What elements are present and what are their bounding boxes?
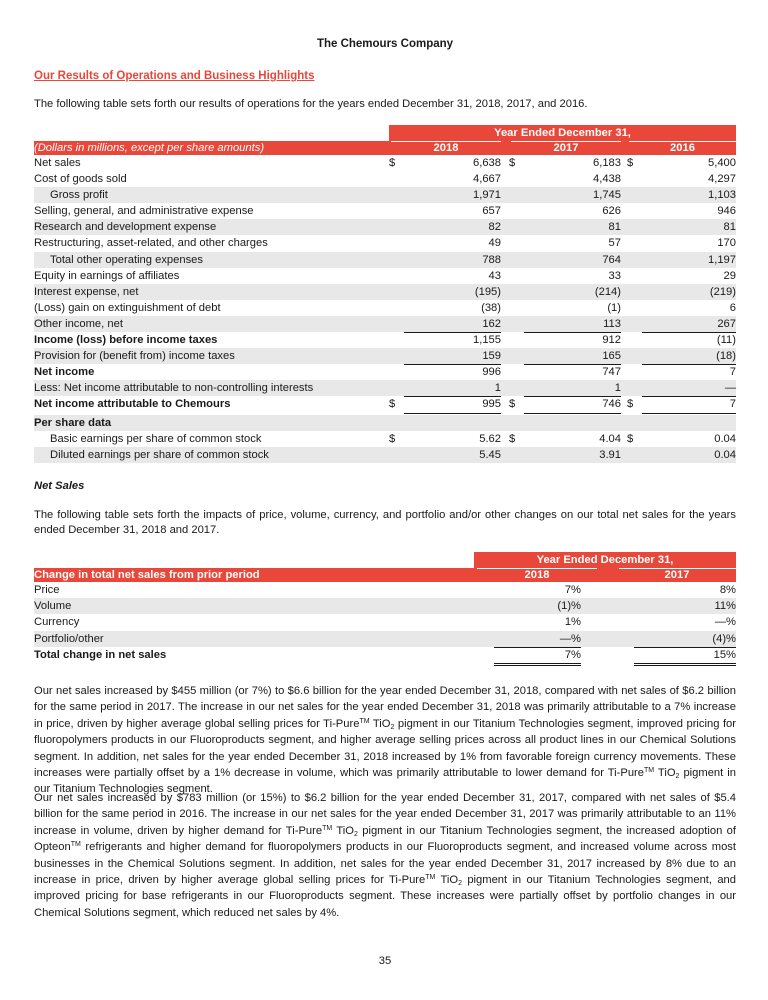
cell-2018: (1)% xyxy=(557,600,581,613)
currency-symbol: $ xyxy=(509,432,516,445)
cell-2018: 82 xyxy=(488,221,501,234)
change-year-2018: 2018 xyxy=(524,569,550,581)
change-year-2017: 2017 xyxy=(664,569,690,581)
currency-symbol: $ xyxy=(509,157,516,169)
ops-year-2017: 2017 xyxy=(553,142,579,154)
cell-2016: 4,297 xyxy=(642,171,736,188)
cell-2016: 0.04 xyxy=(714,432,736,445)
table-row xyxy=(34,598,736,614)
row-label: Total change in net sales xyxy=(34,648,167,661)
ops-year-2018: 2018 xyxy=(433,142,459,154)
row-label: Portfolio/other xyxy=(34,632,104,645)
ops-year-2016: 2016 xyxy=(670,142,695,154)
cell-2018: 5.62 xyxy=(479,432,501,445)
row-label: Basic earnings per share of common stock xyxy=(50,432,262,445)
cell-2017: (4)% xyxy=(634,631,736,648)
cell-2018: 1,971 xyxy=(473,189,501,202)
cell-2017: 4.04 xyxy=(599,432,621,445)
table-row xyxy=(34,187,736,203)
currency-symbol: $ xyxy=(389,157,396,169)
row-label: Income (loss) before income taxes xyxy=(34,334,218,347)
cell-2017: 912 xyxy=(602,334,621,347)
cell-2018: 657 xyxy=(482,205,501,218)
cell-2018: (195) xyxy=(474,285,501,298)
cell-2018: 7% xyxy=(564,584,581,596)
table-row xyxy=(34,300,736,316)
row-label: Net sales xyxy=(34,157,81,169)
cell-2017: 747 xyxy=(602,366,621,379)
cell-2018: 49 xyxy=(404,235,501,252)
currency-symbol: $ xyxy=(627,432,634,445)
row-label: (Loss) gain on extinguishment of debt xyxy=(34,301,221,314)
row-label: Gross profit xyxy=(50,189,108,202)
cell-2018: 162 xyxy=(404,316,501,333)
cell-2016: 6 xyxy=(729,301,736,314)
row-label: Diluted earnings per share of common stock xyxy=(50,448,269,461)
cell-2018: 7% xyxy=(494,647,581,666)
cell-2017: 626 xyxy=(602,205,621,218)
cell-2017: 33 xyxy=(608,269,621,282)
table-row xyxy=(34,364,736,380)
page-number: 35 xyxy=(378,955,392,967)
row-label: Per share data xyxy=(34,416,112,429)
cell-2017: (1) xyxy=(607,301,621,314)
row-label: Research and development expense xyxy=(34,221,217,234)
table-row xyxy=(34,316,736,332)
ops-group-header: Year Ended December 31, xyxy=(389,125,736,141)
cell-2018: (38) xyxy=(481,301,501,314)
row-label: Net income attributable to Chemours xyxy=(34,398,231,411)
currency-symbol: $ xyxy=(627,157,634,169)
change-caption: Change in total net sales from prior period xyxy=(34,569,260,581)
table-row xyxy=(34,396,736,412)
cell-2016: 1,197 xyxy=(708,253,736,266)
cell-2016: 0.04 xyxy=(714,448,736,461)
cell-2016: 170 xyxy=(642,235,736,252)
row-label: Other income, net xyxy=(34,317,123,330)
currency-symbol: $ xyxy=(389,432,396,445)
cell-2017: 4,438 xyxy=(524,171,621,188)
table-row xyxy=(34,431,736,447)
cell-2017: 1,745 xyxy=(593,189,621,202)
table-row xyxy=(34,614,736,630)
cell-2016: 7 xyxy=(729,366,736,379)
net-sales-paragraph-2017: Our net sales increased by $783 million (or 15%) to $6.2 billion for the year ended December 31, 2017, compared with net sales of $5.4 billion for the same period in 2016. The increase in our net sales for the year ended December 31, 2017 was primarily attributable to an 11% increase in volume, driven by higher demand for Ti-Pure™ TiO$_2$ pigment in our Titanium Technologies segment, the increased adoption of Opteon™ refrigerants and higher demand for fluoropolymers products in our Fluoroproducts segment, and increased volume across most businesses in the Chemical Solutions segment. In addition, net sales for the year ended December 31, 2017 increased by 8% due to an increase in price, driven by higher average global selling prices for Ti-Pure™ TiO$_2$ pigment in our Titanium Technologies segment, and improved pricing for base refrigerants in our Fluoroproducts segment. These increases were partially offset by portfolio changes in our Chemical Solutions segment, which reduced net sales by 4%. xyxy=(34,792,736,919)
table-row xyxy=(34,348,736,364)
net-sales-heading: Net Sales xyxy=(34,480,85,492)
row-label: Restructuring, asset-related, and other charges xyxy=(34,237,268,250)
table-row xyxy=(34,252,736,268)
cell-2017: 15% xyxy=(634,647,736,666)
table-row xyxy=(34,415,736,431)
ops-intro-text: The following table sets forth our results of operations for the years ended December 31, 2018, 2017, and 2016. xyxy=(34,98,588,110)
table-row xyxy=(34,268,736,284)
cell-2017: 3.91 xyxy=(599,448,621,461)
table-row xyxy=(34,582,736,598)
table-row xyxy=(34,380,736,396)
cell-2016: 946 xyxy=(717,205,736,218)
ops-caption: (Dollars in millions, except per share amounts) xyxy=(34,142,265,154)
operations-table xyxy=(34,125,736,463)
cell-2016: (219) xyxy=(709,285,736,298)
net-sales-paragraph-2018: Our net sales increased by $455 million (or 7%) to $6.6 billion for the year ended December 31, 2018, compared with net sales of $6.2 billion for the same period in 2017. The increase in our net sales for the year ended December 31, 2018 was primarily attributable to a 7% increase in price, driven by higher average global selling prices for Ti-Pure™ TiO$_2$ pigment in our Titanium Technologies segment, improved pricing for fluoropolymers products in our Fluoroproducts segment, and higher average selling prices across all product lines in our Chemical Solutions segment. In addition, net sales for the year ended December 31, 2018 increased by 1% from favorable foreign currency movements. These increases were partially offset by a 1% decrease in volume, which was primarily attributable to lower demand for Ti-Pure™ TiO$_2$ pigment in our Titanium Technologies segment. xyxy=(34,685,737,796)
cell-2017: 1 xyxy=(524,380,621,397)
cell-2018: 5.45 xyxy=(479,448,501,461)
row-label: Equity in earnings of affiliates xyxy=(34,269,180,282)
cell-2018: 1 xyxy=(404,380,501,397)
currency-symbol: $ xyxy=(509,398,516,411)
cell-2017: 11% xyxy=(714,600,736,613)
cell-2018: —% xyxy=(494,631,581,648)
cell-2017: 8% xyxy=(719,584,736,596)
cell-2018: 1% xyxy=(564,616,581,629)
cell-2018: 4,667 xyxy=(404,171,501,188)
table-row xyxy=(34,171,736,187)
cell-2016: (18) xyxy=(642,348,736,365)
row-label: Net income xyxy=(34,366,95,379)
cell-2017: 764 xyxy=(602,253,621,266)
cell-2018: 788 xyxy=(482,253,501,266)
cell-2017: 81 xyxy=(608,221,621,234)
row-label: Currency xyxy=(34,616,80,629)
cell-2017: (214) xyxy=(594,285,621,298)
cell-2016: — xyxy=(642,380,736,397)
cell-2018: 996 xyxy=(482,366,501,379)
row-label: Provision for (benefit from) income taxes xyxy=(34,350,235,363)
change-group-header: Year Ended December 31, xyxy=(474,552,736,568)
cell-2018: 43 xyxy=(488,269,501,282)
table-row xyxy=(34,332,736,348)
cell-2016: 267 xyxy=(642,316,736,333)
table-row xyxy=(34,284,736,300)
net-sales-intro: The following table sets forth the impacts of price, volume, currency, and portfolio and/or other changes on our total net sales for the years ended December 31, 2018 and 2017. xyxy=(34,509,736,536)
row-label: Price xyxy=(34,584,60,596)
cell-2018: 6,638 xyxy=(473,157,501,169)
cell-2017: 113 xyxy=(524,316,621,333)
row-label: Less: Net income attributable to non-controlling interests xyxy=(34,382,314,395)
row-label: Volume xyxy=(34,600,72,613)
table-row xyxy=(34,631,736,647)
table-row xyxy=(34,155,736,171)
row-label: Selling, general, and administrative expense xyxy=(34,205,254,218)
table-row xyxy=(34,447,736,463)
row-label: Total other operating expenses xyxy=(50,253,203,266)
cell-2017: 6,183 xyxy=(593,157,621,169)
net-sales-change-table xyxy=(34,552,736,663)
row-label: Interest expense, net xyxy=(34,285,139,298)
cell-2016: 1,103 xyxy=(708,189,736,202)
cell-2016: (11) xyxy=(716,334,736,347)
currency-symbol: $ xyxy=(627,398,634,411)
table-row xyxy=(34,235,736,251)
ops-header-row xyxy=(34,141,736,155)
cell-2018: 995 xyxy=(404,396,501,415)
table-row xyxy=(34,219,736,235)
table-row xyxy=(34,647,736,663)
cell-2017: —% xyxy=(714,616,736,629)
company-name: The Chemours Company xyxy=(316,38,454,50)
table-row xyxy=(34,203,736,219)
cell-2016: 29 xyxy=(723,269,736,282)
change-header-row xyxy=(34,568,736,582)
cell-2017: 57 xyxy=(524,235,621,252)
cell-2016: 5,400 xyxy=(708,157,736,169)
cell-2016: 7 xyxy=(642,396,736,415)
cell-2016: 81 xyxy=(723,221,736,234)
cell-2017: 165 xyxy=(524,348,621,365)
cell-2018: 159 xyxy=(404,348,501,365)
row-label: Cost of goods sold xyxy=(34,173,127,186)
cell-2018: 1,155 xyxy=(473,334,501,347)
cell-2017: 746 xyxy=(524,396,621,415)
section-title-link[interactable]: Our Results of Operations and Business Highlights xyxy=(34,70,315,82)
currency-symbol: $ xyxy=(389,398,396,411)
